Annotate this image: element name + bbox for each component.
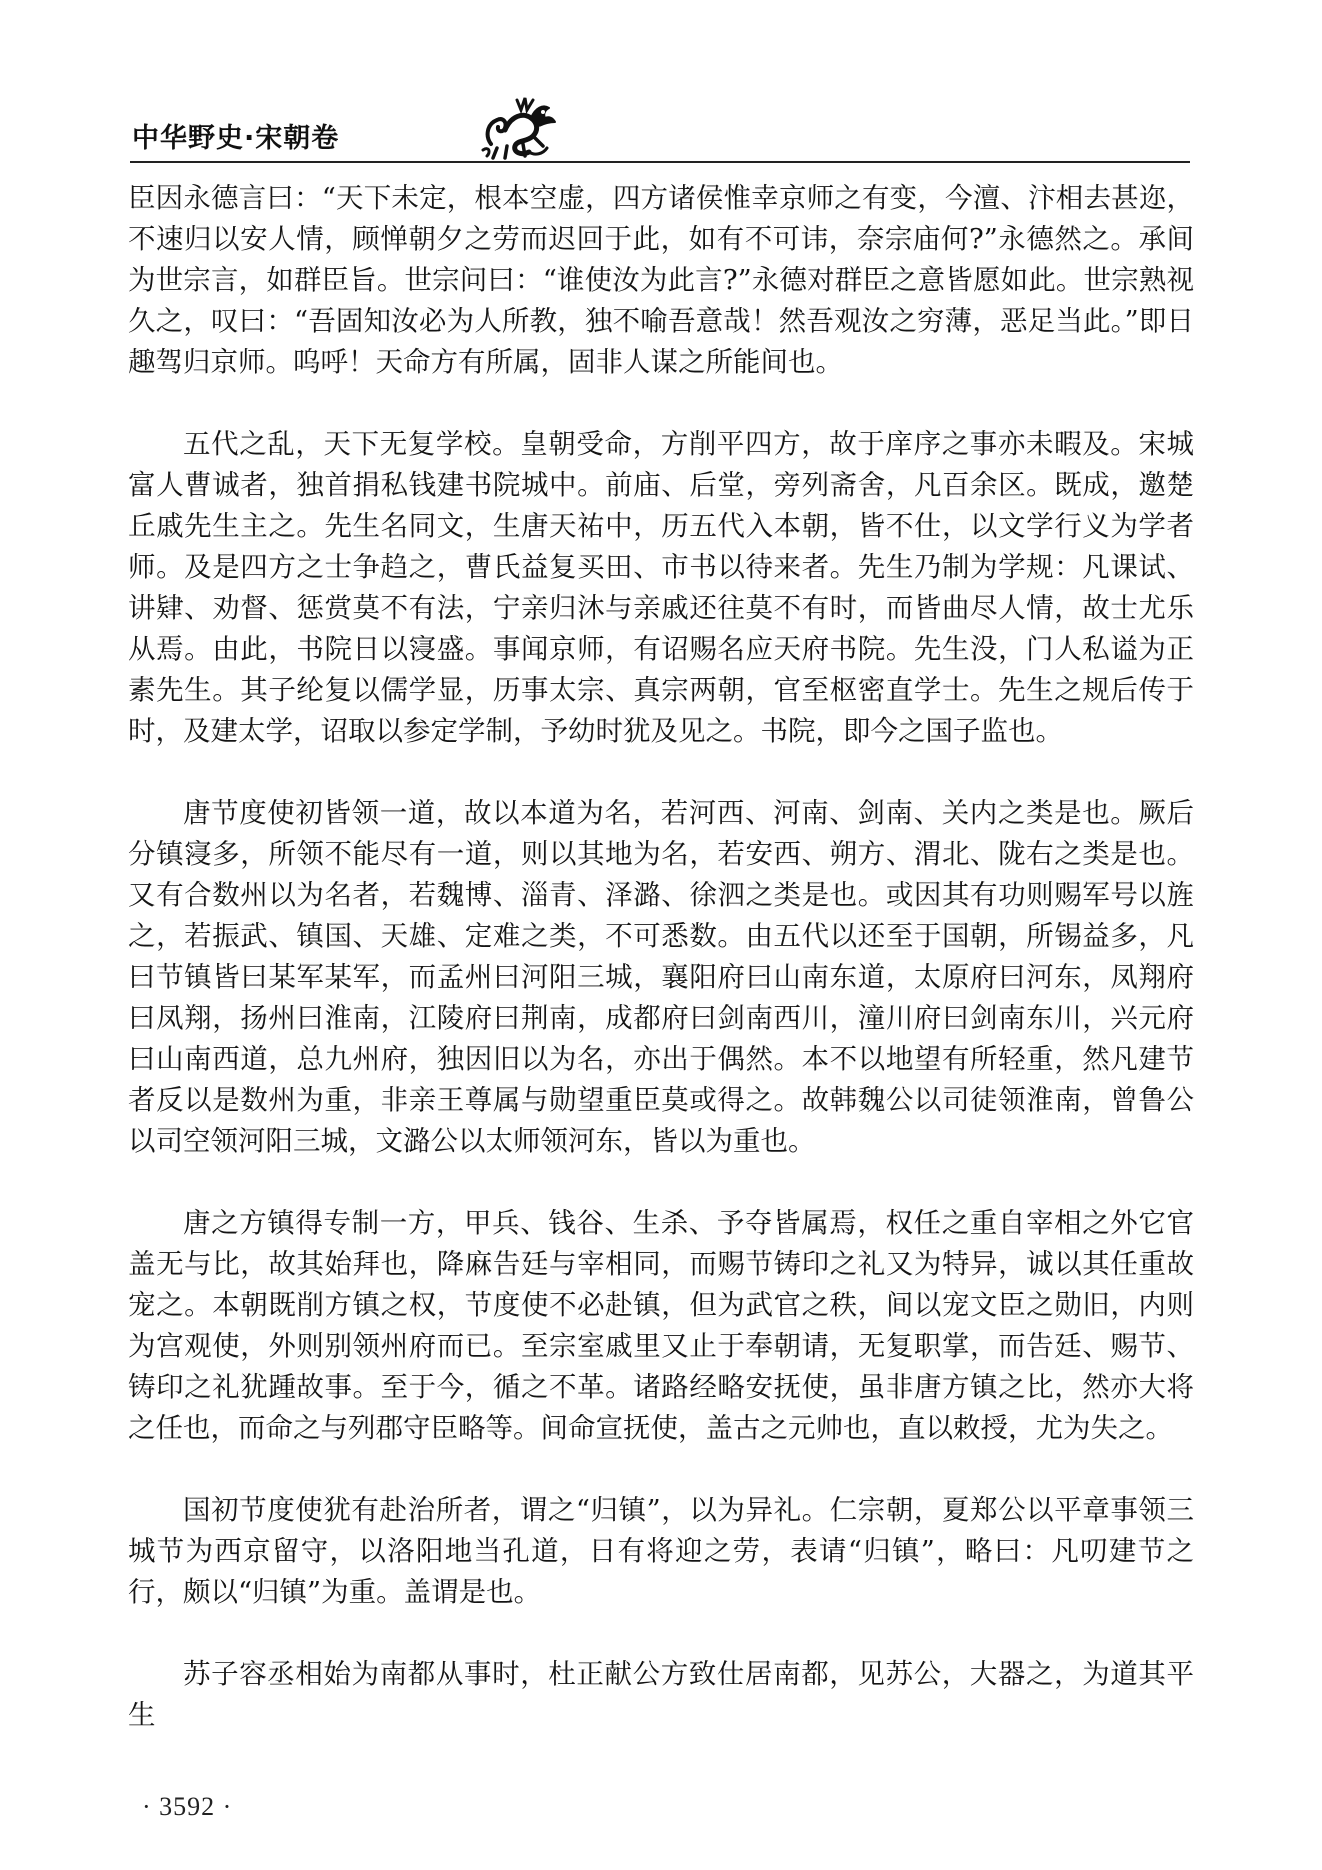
running-header — [130, 86, 1190, 166]
paragraph: 五代之乱，天下无复学校。皇朝受命，方削平四方，故于庠序之事亦未暇及。宋城富人曹诚者，独首捐私钱建书院城中。前庙、后堂，旁列斋舍，凡百余区。既成，邀楚丘戚先生主之。先生名同文，生唐天祐中，历五代入本朝，皆不仕，以文学行义为学者师。及是四方之士争趋之，曹氏益复买田、市书以待来者。先生乃制为学规：凡课试、讲肄、劝督、惩赏莫不有法，宁亲归沐与亲戚还往莫不有时，而皆曲尽人情，故士尤乐从焉。由此，书院日以寖盛。事闻京师，有诏赐名应天府书院。先生没，门人私谥为正素先生。其子纶复以儒学显，历事太宗、真宗两朝，官至枢密直学士。先生之规后传于时，及建太学，诏取以参定学制，予幼时犹及见之。书院，即今之国子监也。 — [128, 428, 1194, 747]
paragraph: 国初节度使犹有赴治所者，谓之“归镇”，以为异礼。仁宗朝，夏郑公以平章事领三城节为西京留守，以洛阳地当孔道，日有将迎之劳，表请“归镇”，略曰：凡叨建节之行，颇以“归镇”为重。盖谓是也。 — [128, 1494, 1194, 1608]
paragraph: 唐节度使初皆领一道，故以本道为名，若河西、河南、剑南、关内之类是也。厥后分镇寖多，所领不能尽有一道，则以其地为名，若安西、朔方、渭北、陇右之类是也。又有合数州以为名者，若魏博、淄青、泽潞、徐泗之类是也。或因其有功则赐军号以旌之，若振武、镇国、天雄、定难之类，不可悉数。由五代以还至于国朝，所锡益多，凡曰节镇皆曰某军某军，而孟州曰河阳三城，襄阳府曰山南东道，太原府曰河东，凤翔府曰凤翔，扬州曰淮南，江陵府曰荆南，成都府曰剑南西川，潼川府曰剑南东川，兴元府曰山南西道，总九州府，独因旧以为名，亦出于偶然。本不以地望有所轻重，然凡建节者反以是数州为重，非亲王尊属与勋望重臣莫或得之。故韩魏公以司徒领淮南，曾鲁公以司空领河阳三城，文潞公以太师领河东，皆以为重也。 — [128, 797, 1194, 1157]
paragraph: 唐之方镇得专制一方，甲兵、钱谷、生杀、予夺皆属焉，权任之重自宰相之外它官盖无与比，故其始拜也，降麻告廷与宰相同，而赐节铸印之礼又为特异，诚以其任重故宠之。本朝既削方镇之权，节度使不必赴镇，但为武官之秩，间以宠文臣之勋旧，内则为宫观使，外则别领州府而已。至宗室戚里又止于奉朝请，无复职掌，而告廷、赐节、铸印之礼犹踵故事。至于今，循之不革。诸路经略安抚使，虽非唐方镇之比，然亦大将之任也，而命之与列郡守臣略等。间命宣抚使，盖古之元帅也，直以敕授，尤为失之。 — [128, 1207, 1194, 1444]
paragraph: 苏子容丞相始为南都从事时，杜正献公方致仕居南都，见苏公，大器之，为道其平生 — [128, 1658, 1194, 1731]
paragraph: 臣因永德言曰：“天下未定，根本空虚，四方诸侯惟幸京师之有变，今澶、汴相去甚迩，不速归以安人情，顾惮朝夕之劳而迟回于此，如有不可讳，奈宗庙何?”永德然之。承间为世宗言，如群臣旨。世宗问曰：“谁使汝为此言?”永德对群臣之意皆愿如此。世宗熟视久之，叹曰：“吾固知汝必为人所教，独不喻吾意哉！然吾观汝之穷薄，恶足当此。”即日趣驾归京师。呜呼！天命方有所属，固非人谋之所能间也。 — [128, 182, 1194, 378]
header-divider — [130, 161, 1190, 163]
dragon-icon — [477, 86, 561, 166]
page-body — [128, 178, 1194, 1736]
book-title: 中华野史·宋朝卷 — [132, 123, 340, 154]
page-number: · 3592 · — [142, 1792, 233, 1821]
